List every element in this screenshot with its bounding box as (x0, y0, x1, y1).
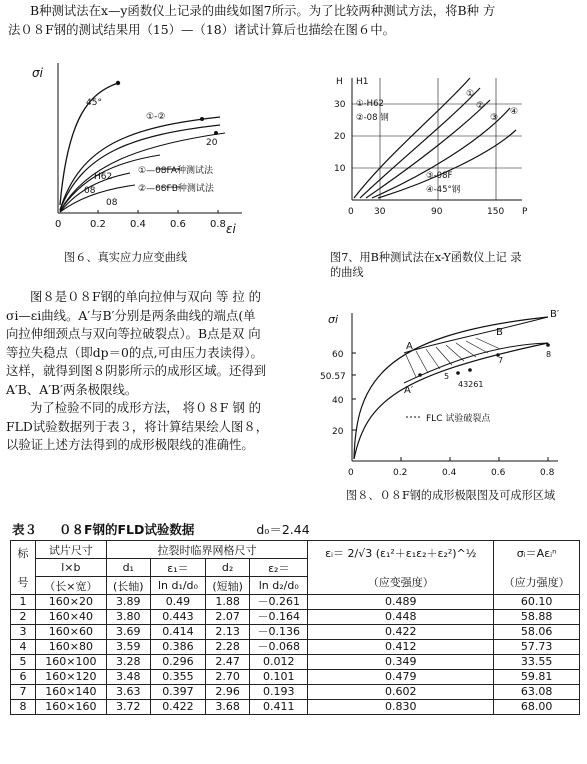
fig6-x-label: εi (226, 222, 236, 236)
col-si-header: σᵢ＝Aεᵢⁿ （应力强度） (494, 541, 580, 595)
intro-line-2: 法０８F钢的测试结果用（15）—（18）诸试计算后也描绘在图６中。 (8, 21, 396, 37)
fig8-y-tick-60: 60 (332, 350, 344, 360)
fig6-x-tick-2: 0.4 (130, 219, 146, 230)
fig6-label-08-b: 08 (106, 198, 118, 208)
mid-line-6: A′B、A′B′两条极限线。 (6, 381, 138, 397)
mid-line-8: FLD试验数据列于表３，将计算结果绘人图８， (6, 418, 269, 434)
fig8-test-points (418, 343, 550, 377)
fig8-point-b: B (496, 327, 503, 338)
fig8-tick-marks (352, 353, 548, 461)
col-d1: d₁ (106, 559, 150, 577)
table-title (12, 520, 310, 538)
table-row: 6 160×120 3.48 0.355 2.70 0.101 0.479 59.81 (11, 670, 580, 685)
col-size-sub2: （长×宽） (36, 577, 107, 595)
fig6-x-tick-1: 0.2 (90, 219, 106, 230)
fig8-curve-outer (354, 317, 548, 459)
fig6-label-h62: H62 (94, 172, 113, 182)
mid-line-1: 图８是０８F钢的单向拉伸与双向 等 拉 的 (30, 289, 262, 304)
middle-paragraph (6, 288, 326, 455)
fig7-curve-1 (354, 78, 470, 198)
mid-line-4: 等拉失稳点（即dp＝0的点,可由压力表读得）。 (6, 344, 263, 360)
table-row: 1 160×20 3.89 0.49 1.88 －0.261 0.489 60.10 (11, 595, 580, 610)
fig8-y-tick-20: 20 (332, 427, 344, 437)
table-row: 3 160×60 3.69 0.414 2.13 －0.136 0.422 58.06 (11, 625, 580, 640)
col-ei-header: εᵢ＝ 2/√3 (ε₁²＋ε₁ε₂＋ε₂²)^½ （应变强度） (308, 541, 494, 595)
col-size-header: 试片尺寸 (36, 541, 107, 559)
fig7-legend-2: ②-08 钢 (356, 113, 389, 123)
col-d2-sub: (短轴) (206, 577, 250, 595)
col-e1-sub: ln d₁/d₀ (150, 577, 205, 595)
fig8-x-tick-06: 0.6 (491, 468, 506, 478)
col-d2: d₂ (206, 559, 250, 577)
figure-7-xy-curves (330, 72, 582, 232)
fig8-y-label: σi (328, 313, 339, 326)
fig8-point-8: 8 (546, 350, 552, 359)
fig8-limit-a-bprime (404, 343, 548, 383)
figure-6-stress-strain (20, 55, 250, 245)
fig7-x-tick-30: 30 (374, 207, 386, 217)
fig8-caption: 图８、０８F钢的成形极限图及可成形区域 (346, 489, 556, 502)
fig6-x-tick-0: 0 (55, 219, 62, 230)
table-row: 7 160×140 3.63 0.397 2.96 0.193 0.602 63.08 (11, 685, 580, 700)
mid-line-7: 为了检验不同的成形方法， 将０８F 钢 的 (30, 400, 262, 415)
fig7-legend-4: ④-45°钢 (426, 185, 461, 195)
fig6-label-08-a: 08 (84, 186, 96, 196)
fig7-caption (330, 250, 582, 280)
table-title-main: ０８F钢的FLD试验数据 (58, 522, 195, 537)
fig7-y-label-h1: H1 (356, 77, 369, 87)
fig8-y-tick-40: 40 (332, 396, 344, 406)
col-grid-header: 拉裂时临界网格尺寸 (106, 541, 308, 559)
table-row: 5 160×100 3.28 0.296 2.47 0.012 0.349 33.55 (11, 655, 580, 670)
col-e2-sub: ln d₂/d₀ (250, 577, 308, 595)
fig8-legend: FLC 试验破裂点 (426, 414, 491, 424)
table-row: 2 160×40 3.80 0.443 2.07 －0.164 0.448 58.88 (11, 610, 580, 625)
mid-line-3: 向拉伸细颈点与双向等拉破裂点）。B点是双 向 (6, 326, 261, 341)
fig7-caption-line-2: 的曲线 (330, 266, 364, 279)
col-no-header: 标 号 (11, 541, 36, 595)
fig6-label-45: 45° (86, 98, 102, 108)
table-row: 8 160×160 3.72 0.422 3.68 0.411 0.830 68.00 (11, 700, 580, 715)
fig8-x-tick-08: 0.8 (540, 468, 555, 478)
fig7-y-tick-30: 30 (334, 100, 346, 110)
fig8-x-tick-04: 0.4 (442, 468, 457, 478)
fig8-x-tick-02: 0.2 (393, 468, 408, 478)
fig6-label-20: 20 (206, 138, 218, 148)
fig8-point-numbers: 43261 (458, 380, 484, 389)
fig7-x-tick-p: P (522, 207, 528, 217)
fig7-mark-2: ② (476, 101, 485, 111)
fig7-x-tick-90: 90 (431, 207, 443, 217)
intro-paragraph (8, 2, 586, 39)
fig6-x-tick-3: 0.6 (170, 219, 186, 230)
col-d1-sub: (长轴) (106, 577, 150, 595)
table-row: 4 160×80 3.59 0.386 2.28 －0.068 0.412 57.73 (11, 640, 580, 655)
mid-line-5: 这样，就得到图８阴影所示的成形区域。还得到 (6, 363, 267, 378)
fig6-curve-1-2-upper (60, 117, 220, 210)
fig6-caption: 图６、真实应力应变曲线 (64, 251, 188, 264)
fig7-legend-1: ①-H62 (356, 99, 384, 109)
fig8-curve-inner (354, 343, 548, 459)
fld-data-table (10, 540, 580, 715)
fig8-point-5: 5 (444, 372, 450, 381)
col-e1: ε₁＝ (150, 559, 205, 577)
fig7-mark-1: ① (466, 89, 475, 99)
fig7-legend-3: ③-08F (426, 171, 453, 181)
fig7-y-tick-10: 10 (334, 164, 346, 174)
table-title-prefix: 表３ (12, 522, 38, 537)
fig8-point-aprime: A′ (404, 385, 414, 396)
fig7-mark-4: ④ (510, 107, 519, 117)
fig7-x-tick-150: 150 (487, 207, 505, 217)
table-d0: d₀＝2.44 (256, 522, 310, 537)
col-size-sub1: l×b (36, 559, 107, 577)
fig6-legend-1: ①—08FA种测试法 (138, 166, 214, 176)
fig7-caption-line-1: 图7、用B种测试法在x-Y函数仪上记 录 (330, 251, 522, 264)
fig7-y-tick-20: 20 (334, 132, 346, 142)
fig6-legend-2: ②—08FB种测试法 (138, 184, 214, 194)
fig8-point-bprime: B′ (550, 309, 560, 320)
intro-line-1: B种测试法在x—y函数仪上记录的曲线如图7所示。为了比较两种测试方法，将B种 方 (30, 3, 496, 18)
fig8-y-tick-5057: 50.57 (320, 372, 346, 382)
fig6-y-label: σi (32, 66, 43, 80)
mid-line-9: 以验证上述方法得到的成形极限线的准确性。 (6, 437, 254, 452)
fig8-x-tick-0: 0 (348, 468, 354, 478)
fig6-label-1-2: ①-② (146, 112, 166, 122)
fig8-point-7: 7 (498, 356, 504, 365)
fig7-x-tick-0: 0 (348, 207, 354, 217)
mid-line-2: σi—εi曲线。A′与B′分别是两条曲线的端点(单 (6, 307, 256, 323)
fig7-mark-3: ③ (490, 113, 499, 123)
figure-8-forming-limit (318, 305, 582, 483)
col-e2: ε₂＝ (250, 559, 308, 577)
fig7-y-label-h: H (336, 77, 343, 87)
fig6-x-tick-4: 0.8 (210, 219, 226, 230)
fig8-point-a: A (406, 341, 413, 352)
